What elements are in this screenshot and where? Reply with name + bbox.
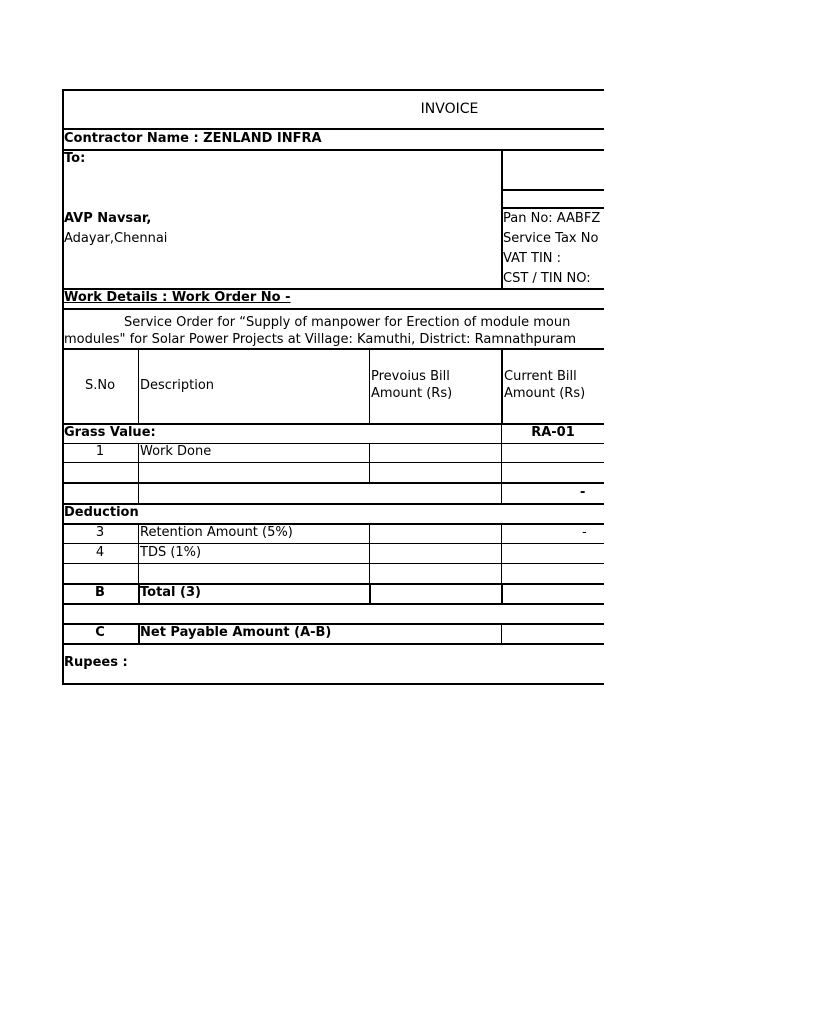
rule [62,603,604,605]
rule [138,583,140,603]
col-current-bill-header-2: Amount (Rs) [504,386,586,401]
rule [501,348,503,423]
pan-number: Pan No: AABFZ [503,211,601,226]
rule [62,462,604,463]
rule [369,443,370,483]
work-details-label: Work Details : Work Order No - [64,290,291,305]
rule [62,543,604,544]
rule [62,563,604,564]
retention-sno: 3 [95,525,105,540]
rule [501,443,502,483]
rule [138,348,139,423]
col-previous-bill-header-2: Amount (Rs) [371,386,453,401]
total-sno: B [95,585,105,600]
work-done-sno: 1 [95,444,105,459]
rule [138,443,139,483]
rule [138,523,139,583]
col-previous-bill-header-1: Prevoius Bill [371,369,450,384]
rule [501,523,502,583]
contractor-name: Contractor Name : ZENLAND INFRA [64,131,322,146]
rule [62,503,604,505]
col-sno-header: S.No [84,378,116,393]
rule [62,308,604,310]
deduction-label: Deduction [64,505,139,520]
rule [369,583,371,603]
retention-current-amount: - [582,525,587,540]
top-border [62,89,604,91]
rule [501,207,604,209]
service-tax-number: Service Tax No [503,231,599,246]
rule [501,583,503,603]
retention-description: Retention Amount (5%) [140,525,293,540]
net-payable-description: Net Payable Amount (A-B) [140,625,332,640]
bottom-border [62,683,604,685]
rule [62,643,604,645]
rule [62,482,604,484]
rule [501,623,502,643]
service-order-line-2: modules" for Solar Power Projects at Village: Kamuthi, District: Ramnathpuram [64,332,577,347]
rule [62,149,604,151]
tds-description: TDS (1%) [140,545,202,560]
rupees-label: Rupees : [64,655,128,670]
total-description: Total (3) [140,585,201,600]
rule [62,128,604,130]
invoice-title: INVOICE [420,101,479,117]
gross-value-label: Grass Value: [64,425,156,440]
rule [138,482,139,503]
addressee-address: Adayar,Chennai [64,231,168,246]
addressee-name: AVP Navsar, [64,211,152,226]
col-description-header: Description [140,378,215,393]
col-current-bill-header-1: Current Bill [504,369,577,384]
ra-label: RA-01 [531,425,575,440]
to-label: To: [64,151,86,166]
rule [62,348,604,350]
rule [501,189,604,191]
service-order-line-1: Service Order for “Supply of manpower for Erection of module moun [124,315,571,330]
invoice-title-wrap [62,101,837,117]
invoice-sheet [62,89,604,685]
rule [501,482,502,503]
tds-sno: 4 [95,545,105,560]
work-done-description: Work Done [140,444,212,459]
net-payable-sno: C [95,625,105,640]
rule [369,523,370,583]
work-details-label-clipped [64,290,291,307]
subtotal-dash: - [580,485,586,500]
rule [369,348,370,423]
rule [138,623,140,643]
cst-tin: CST / TIN NO: [503,271,591,286]
vat-tin: VAT TIN : [503,251,562,266]
